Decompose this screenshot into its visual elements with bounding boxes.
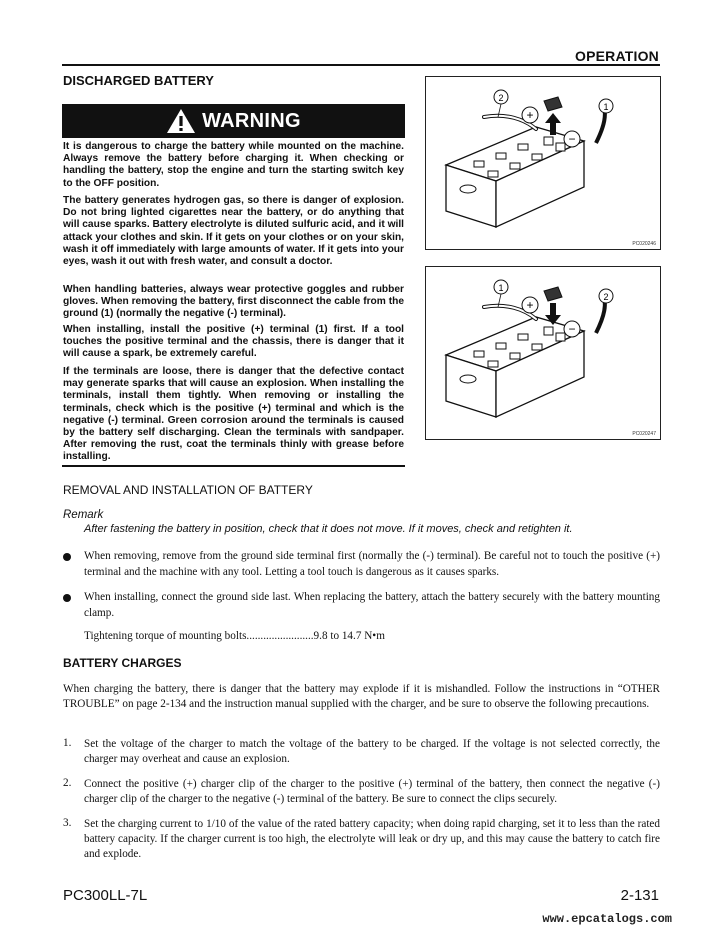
item-number: 1. [63,737,72,749]
torque-spec: Tightening torque of mounting bolts........................9.8 to 14.7 N•m [84,630,385,642]
heading-discharged-battery: DISCHARGED BATTERY [63,73,214,88]
callout-2: 2 [498,93,504,103]
item-text: Set the voltage of the charger to match the voltage of the battery to be charged. If the voltage is not selected correctly, the charger may overheat and cause an explosion. [84,738,660,766]
warning-paragraph: The battery generates hydrogen gas, so there is danger of explosion. Do not bring lighted cigarettes near the battery, or do anything that will cause sparks. Battery electrolyte is diluted sulfuric acid, and it will attack your clothes and skin. If it gets on your clothes or on your skin, wash it off immediately with large amounts of water. If it gets into your eyes, wash it out with fresh water, and consult a doctor. [63,195,404,268]
bullet-text: When installing, connect the ground side last. When replacing the battery, attach the battery securely with the battery mounting clamp. [84,591,660,619]
callout-2: 2 [603,292,609,302]
battery-figure-1 [425,76,661,250]
warning-paragraph: When handling batteries, always wear protective goggles and rubber gloves. When removing the battery, first disconnect the cable from the ground (1) (normally the negative (-) terminal). [63,284,404,320]
item-number: 2. [63,777,72,789]
warning-bottom-rule [62,465,405,467]
item-number: 3. [63,817,72,829]
section-label: OPERATION [575,48,659,64]
footer-model: PC300LL-7L [63,887,148,904]
battery-illustration [426,267,660,439]
figure-code: PC020247 [632,431,656,437]
plus-symbol: + [526,108,534,122]
warning-paragraph: When installing, install the positive (+) terminal (1) first. If a tool touches the positive terminal and the chassis, there is danger that it will cause a spark, be extremely careful. [63,324,404,360]
remark-label: Remark [63,509,104,521]
battery-illustration [426,77,660,249]
bullet-text: When removing, remove from the ground side terminal first (normally the (-) terminal). Be careful not to touch the positive (+) terminal and the machine with any tool. Letting a tool touch is dangerous as it causes sparks. [84,550,660,578]
callout-1: 1 [603,102,609,112]
warning-triangle-icon [166,108,196,134]
header-rule [62,64,660,66]
warning-banner [62,104,405,138]
remark-text: After fastening the battery in position, check that it does not move. If it moves, check and retighten it. [84,523,573,535]
callout-1: 1 [498,283,504,293]
warning-paragraph: It is dangerous to charge the battery while mounted on the machine. Always remove the battery before charging it. When checking or handling the battery, stop the engine and turn the starting switch key to the OFF position. [63,141,404,189]
minus-symbol: − [568,322,576,336]
heading-battery-charges: BATTERY CHARGES [63,656,182,670]
charges-intro: When charging the battery, there is danger that the battery may explode if it is mishandled. Follow the instructions in “OTHER TROUBLE” on page 2-134 and the instruction manual supplied with the charger, and be sure to observe the following precautions. [63,683,660,711]
item-text: Set the charging current to 1/10 of the value of the rated battery capacity; when doing rapid charging, set it to less than the rated battery capacity. If the charger current is too high, the electrolyte will leak or dry up, and this may cause the battery to catch fire and explode. [84,818,660,861]
figure-code: PC020246 [632,241,656,247]
page-number: 2-131 [620,887,659,904]
watermark-link[interactable]: www.epcatalogs.com [542,912,672,926]
bullet-icon [63,594,71,602]
minus-symbol: − [568,132,576,146]
battery-figure-2 [425,266,661,440]
item-text: Connect the positive (+) charger clip of the charger to the positive (+) terminal of the battery, then connect the negative (-) charger clip of the charger to the negative (-) terminal of the battery. Be sure to connect the clips securely. [84,778,660,806]
warning-label: WARNING [202,109,301,132]
heading-removal-installation: REMOVAL AND INSTALLATION OF BATTERY [63,483,313,497]
bullet-icon [63,553,71,561]
plus-symbol: + [526,298,534,312]
warning-paragraph: If the terminals are loose, there is danger that the defective contact may generate sparks that will cause an explosion. When installing the terminals, install them tightly. When removing or installing the terminals, check which is the positive (+) terminal and which is the negative (-) terminal. Green corrosion around the terminals is caused by the battery self discharging. Clean the terminals with sandpaper. After removing the rust, coat the terminals thinly with grease before installing. [63,366,404,463]
